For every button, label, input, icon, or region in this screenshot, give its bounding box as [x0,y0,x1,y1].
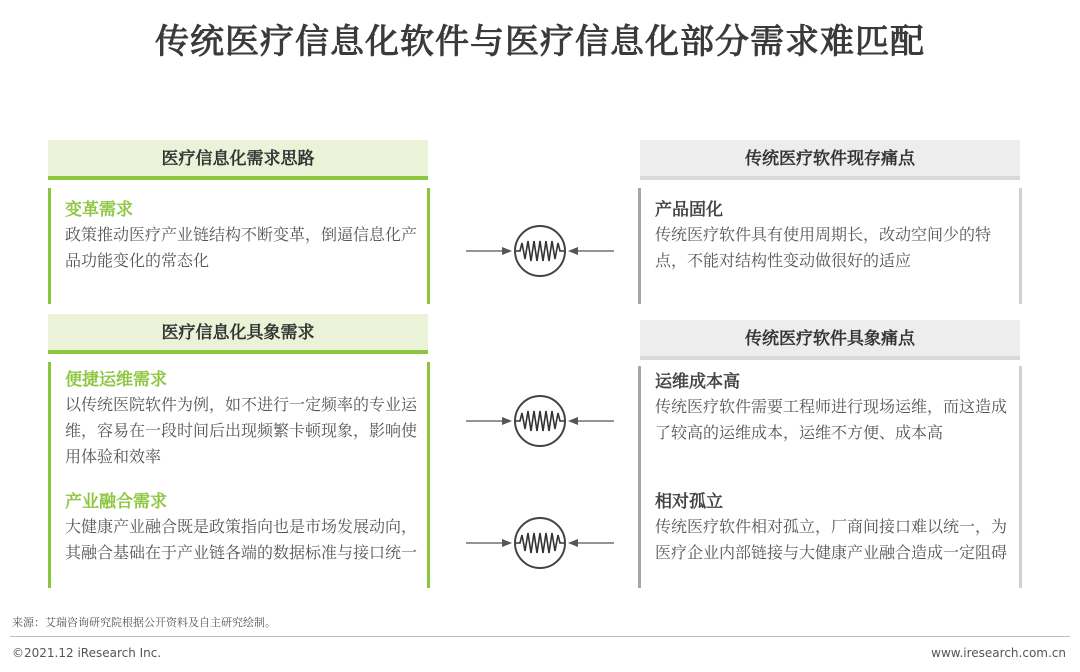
left-header-demand-thinking: 医疗信息化需求思路 [48,140,428,180]
left-box-reform [48,188,430,304]
item-title: 变革需求 [65,200,133,220]
item-title: 产业融合需求 [65,492,167,512]
right-header-concrete-pain: 传统医疗软件具象痛点 [640,320,1020,360]
copyright: ©2021.12 iResearch Inc. [12,646,162,660]
item-title: 运维成本高 [655,372,740,392]
source-note: 来源：艾瑞咨询研究院根据公开资料及自主研究绘制。 [12,616,276,629]
conflict-connector-1 [460,221,620,281]
item-desc: 政策推动医疗产业链结构不断变革，倒逼信息化产品功能变化的常态化 [65,225,418,270]
item-desc: 传统医疗软件相对孤立，厂商间接口难以统一，为医疗企业内部链接与大健康产业融合造成一定阻碍 [655,517,1008,562]
item-title: 相对孤立 [655,492,723,512]
left-header-concrete-demand: 医疗信息化具象需求 [48,314,428,354]
right-box-concrete [638,366,1022,588]
footer-divider [10,636,1070,637]
conflict-connector-3 [460,513,620,573]
item-title: 便捷运维需求 [65,370,167,390]
item-desc: 大健康产业融合既是政策指向也是市场发展动向，其融合基础在于产业链各端的数据标准与接口统一 [65,517,418,562]
right-header-existing-pain: 传统医疗软件现存痛点 [640,140,1020,180]
item-high-maintenance-cost [655,370,1015,446]
left-box-concrete [48,362,430,588]
item-maintenance-demand [65,368,425,470]
item-desc: 传统医疗软件具有使用周期长，改动空间少的特点，不能对结构性变动做很好的适应 [655,225,992,270]
item-title: 产品固化 [655,200,723,220]
item-isolated [655,490,1015,566]
item-integration-demand [65,490,425,566]
item-desc: 传统医疗软件需要工程师进行现场运维，而这造成了较高的运维成本，运维不方便、成本高 [655,397,1008,442]
item-reform-demand [65,198,425,274]
website-link[interactable]: www.iresearch.com.cn [931,646,1066,660]
item-product-rigid [655,198,1015,274]
conflict-connector-2 [460,391,620,451]
item-desc: 以传统医院软件为例，如不进行一定频率的专业运维，容易在一段时间后出现频繁卡顿现象，影响使用体验和效率 [65,395,418,466]
right-box-rigid [638,188,1022,304]
page-title: 传统医疗信息化软件与医疗信息化部分需求难匹配 [155,22,925,62]
